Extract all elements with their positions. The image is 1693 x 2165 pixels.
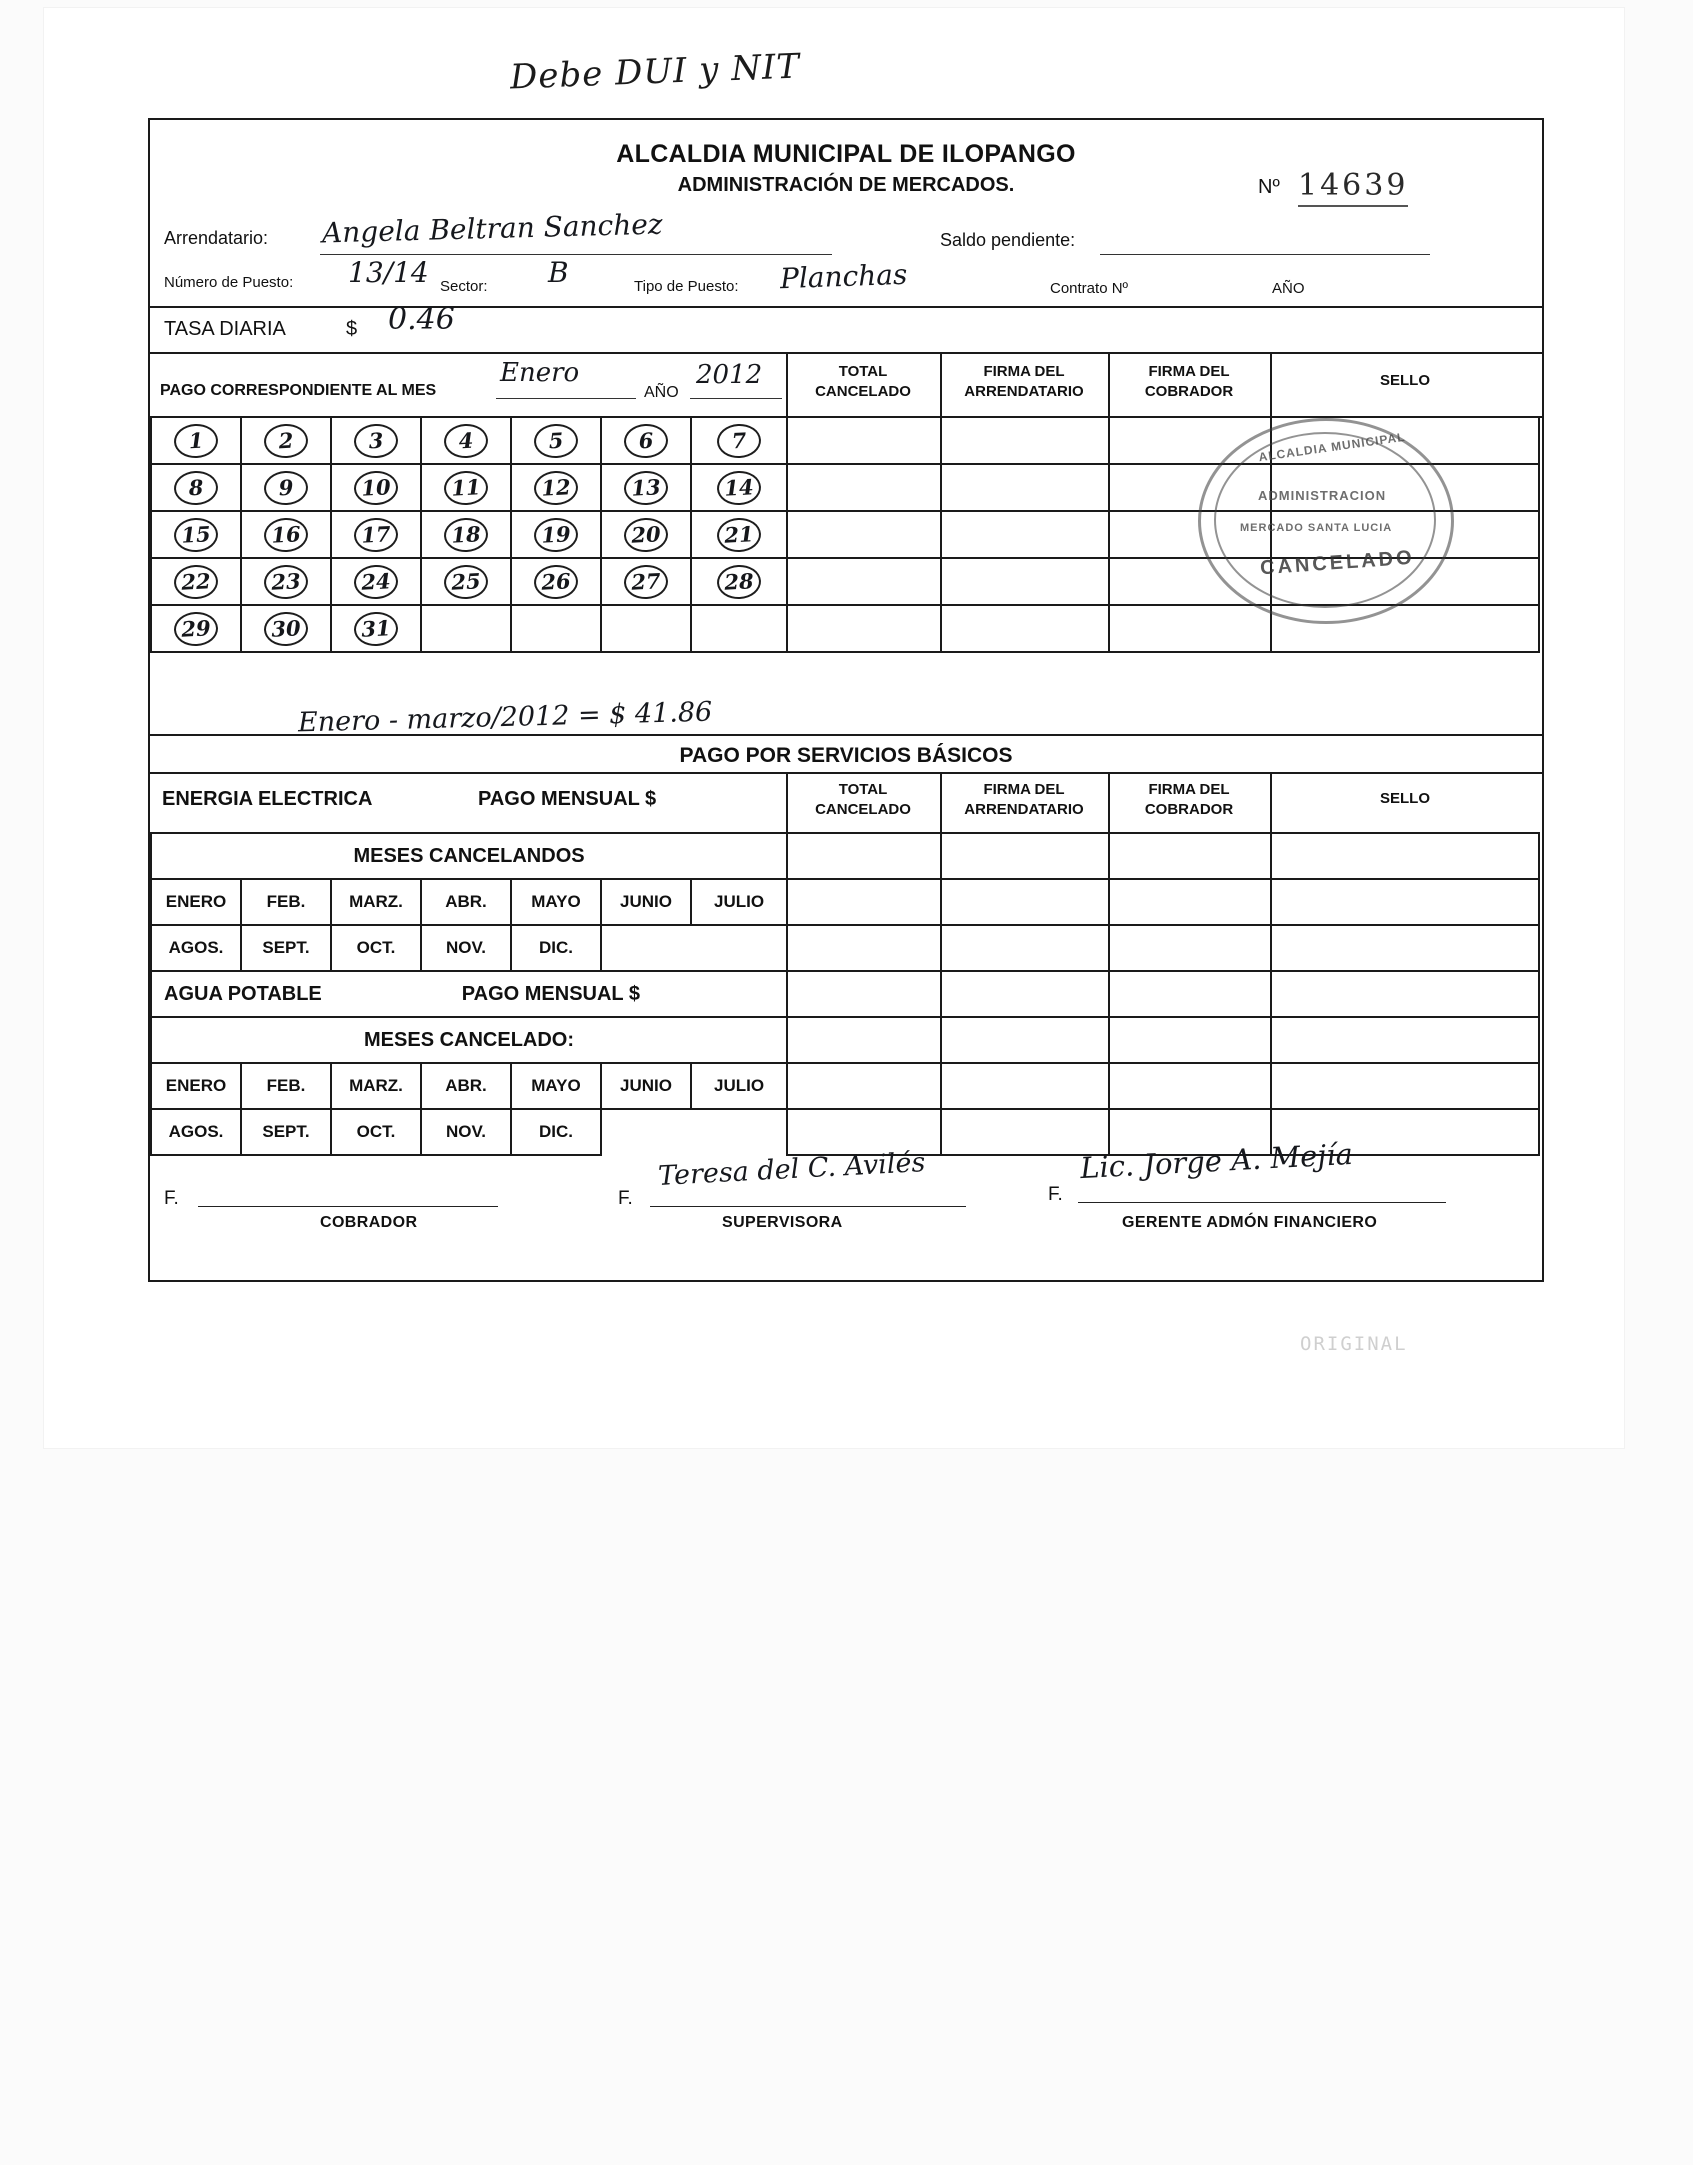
- mes-rule: [496, 398, 636, 399]
- svc-col-header-total-cancelado: TOTAL CANCELADO: [815, 781, 911, 818]
- svc-col-divider-3: [1108, 772, 1110, 832]
- day-number: 4: [443, 422, 489, 458]
- day-number: 5: [533, 422, 579, 458]
- gerente-caption: GERENTE ADMÓN FINANCIERO: [1122, 1214, 1378, 1231]
- supervisora-caption: SUPERVISORA: [722, 1214, 843, 1231]
- page-title: ALCALDIA MUNICIPAL DE ILOPANGO: [616, 140, 1076, 168]
- day-number: 24: [353, 563, 399, 599]
- day-cell[interactable]: [331, 511, 421, 558]
- stamp-bottom-text: MERCADO SANTA LUCIA: [1240, 522, 1393, 534]
- agua-potable-total-cancelado-cell[interactable]: [787, 971, 941, 1017]
- svc-col-divider-1: [786, 772, 788, 832]
- svc-col-divider-4: [1270, 772, 1272, 832]
- supervisora-signature: Teresa del C. Avilés: [657, 1147, 927, 1192]
- agua-potable-sello-cell[interactable]: [1271, 971, 1539, 1017]
- day-number: 26: [533, 563, 579, 599]
- day-number: 15: [173, 516, 219, 552]
- svc-col-header-firma-cobrador: FIRMA DEL COBRADOR: [1144, 781, 1234, 818]
- energia-meses-title-total-cancelado-cell[interactable]: [787, 833, 941, 879]
- official-stamp-inner: [1214, 429, 1436, 608]
- month-label: JULIO: [714, 1076, 765, 1095]
- month-label: AGOS.: [168, 938, 224, 957]
- day-cell[interactable]: [601, 464, 691, 511]
- agua-monthly-label: PAGO MENSUAL $: [461, 982, 640, 1005]
- agua-months-1-total-cancelado-cell[interactable]: [787, 1063, 941, 1109]
- month-cell[interactable]: [331, 1063, 421, 1109]
- tasa-diaria-value: 0.46: [388, 302, 455, 337]
- day-cell[interactable]: [331, 558, 421, 605]
- anio-label: AÑO: [1272, 280, 1305, 297]
- month-cell[interactable]: [601, 879, 691, 925]
- day-number: 20: [623, 516, 669, 552]
- day-cell[interactable]: [691, 511, 787, 558]
- agua-potable-firma-arrendatario-cell[interactable]: [941, 971, 1109, 1017]
- month-cell[interactable]: [511, 925, 601, 971]
- day-number: 31: [353, 610, 399, 646]
- day-cell[interactable]: [241, 605, 331, 652]
- cobrador-rule: [198, 1206, 498, 1207]
- day-cell[interactable]: [151, 464, 241, 511]
- tipo-puesto-label: Tipo de Puesto:: [634, 278, 739, 295]
- sector-value: B: [548, 256, 569, 289]
- month-label: SEPT.: [262, 938, 310, 957]
- month-label: MARZ.: [349, 892, 403, 911]
- day-number: 11: [443, 469, 489, 505]
- energia-meses-title-firma-arrendatario-cell[interactable]: [941, 833, 1109, 879]
- month-cell[interactable]: [151, 879, 241, 925]
- agua-potable-firma-cobrador-cell[interactable]: [1109, 971, 1271, 1017]
- contrato-label: Contrato Nº: [1050, 280, 1129, 297]
- col-header-sello: SELLO: [1379, 372, 1430, 389]
- day-total-cancelado-cell[interactable]: [787, 417, 941, 464]
- month-cell[interactable]: [421, 879, 511, 925]
- arrendatario-value: Angela Beltran Sanchez: [321, 207, 663, 250]
- col-divider-1: [786, 352, 788, 416]
- month-label: SEPT.: [262, 1122, 310, 1141]
- page-subtitle: ADMINISTRACIÓN DE MERCADOS.: [677, 174, 1015, 196]
- energia-months-1-row: [151, 879, 1539, 925]
- energia-months-2-firma-arrendatario-cell[interactable]: [941, 925, 1109, 971]
- energia-months-2-row: [151, 925, 1539, 971]
- supervisora-prefix: F.: [618, 1188, 633, 1209]
- day-number: 29: [173, 610, 219, 646]
- month-label: OCT.: [356, 938, 396, 957]
- month-label: ABR.: [445, 1076, 487, 1095]
- day-firma-arrendatario-cell[interactable]: [941, 417, 1109, 464]
- day-cell[interactable]: [331, 464, 421, 511]
- day-cell[interactable]: [691, 417, 787, 464]
- mes-label: PAGO CORRESPONDIENTE AL MES: [160, 382, 437, 399]
- month-label: DIC.: [539, 938, 573, 957]
- mes-value: Enero: [500, 358, 580, 388]
- agua-potable: [151, 971, 787, 1017]
- energia-meses-title-row: [151, 833, 1539, 879]
- month-label: ENERO: [165, 1076, 227, 1095]
- month-label: MARZ.: [349, 1076, 403, 1095]
- energia-monthly-label: PAGO MENSUAL $: [478, 788, 657, 810]
- day-number: 13: [623, 469, 669, 505]
- day-firma-arrendatario-cell[interactable]: [941, 464, 1109, 511]
- month-cell[interactable]: [691, 879, 787, 925]
- month-cell[interactable]: [601, 925, 691, 971]
- col-header-total-cancelado: TOTAL CANCELADO: [815, 363, 911, 400]
- month-cell[interactable]: [331, 1109, 421, 1155]
- svc-col-header-sello: SELLO: [1379, 790, 1430, 807]
- energia-months-1-sello-cell[interactable]: [1271, 879, 1539, 925]
- day-cell[interactable]: [331, 417, 421, 464]
- divider-2: [150, 352, 1542, 354]
- month-cell[interactable]: [601, 1109, 691, 1155]
- month-label: ABR.: [445, 892, 487, 911]
- arrendatario-label: Arrendatario:: [164, 228, 269, 248]
- agua-months-1-row: [151, 1063, 1539, 1109]
- month-cell[interactable]: [151, 1109, 241, 1155]
- month-label: MAYO: [531, 1076, 581, 1095]
- energia-months-1-firma-cobrador-cell[interactable]: [1109, 879, 1271, 925]
- puesto-label: Número de Puesto:: [164, 274, 294, 291]
- day-cell[interactable]: [241, 417, 331, 464]
- month-cell[interactable]: [241, 925, 331, 971]
- energia-meses-title-sello-cell[interactable]: [1271, 833, 1539, 879]
- agua-months-1-firma-arrendatario-cell[interactable]: [941, 1063, 1109, 1109]
- supervisora-rule: [650, 1206, 966, 1207]
- day-number: 9: [263, 469, 309, 505]
- day-cell[interactable]: [511, 605, 601, 652]
- day-cell[interactable]: [511, 558, 601, 605]
- month-cell[interactable]: [331, 879, 421, 925]
- agua-months-1-firma-cobrador-cell[interactable]: [1109, 1063, 1271, 1109]
- day-cell[interactable]: [151, 558, 241, 605]
- month-label: ENERO: [165, 892, 227, 911]
- month-cell[interactable]: [691, 1063, 787, 1109]
- day-firma-cobrador-cell[interactable]: [1109, 605, 1271, 652]
- energia-meses-title-firma-cobrador-cell[interactable]: [1109, 833, 1271, 879]
- saldo-label: Saldo pendiente:: [940, 230, 1076, 250]
- energia-months-2-total-cancelado-cell[interactable]: [787, 925, 941, 971]
- day-number: 22: [173, 563, 219, 599]
- month-cell[interactable]: [151, 1063, 241, 1109]
- day-number: 16: [263, 516, 309, 552]
- month-cell[interactable]: [421, 1063, 511, 1109]
- day-number: 18: [443, 516, 489, 552]
- servicios-grid: [150, 832, 1540, 1156]
- mes-anio-rule: [690, 398, 782, 399]
- col-header-firma-cobrador: FIRMA DEL COBRADOR: [1144, 363, 1234, 400]
- month-label: JULIO: [714, 892, 765, 911]
- day-total-cancelado-cell[interactable]: [787, 464, 941, 511]
- day-number: 28: [716, 563, 762, 599]
- month-cell[interactable]: [241, 1063, 331, 1109]
- servicios-section-title: PAGO POR SERVICIOS BÁSICOS: [679, 744, 1013, 767]
- day-cell[interactable]: [241, 511, 331, 558]
- agua-meses-title-sello-cell[interactable]: [1271, 1017, 1539, 1063]
- tasa-currency: $: [346, 318, 358, 340]
- col-header-firma-arrendatario: FIRMA DEL ARRENDATARIO: [964, 363, 1084, 400]
- day-cell[interactable]: [691, 605, 787, 652]
- cobrador-prefix: F.: [164, 1188, 179, 1209]
- mes-anio-label: AÑO: [644, 384, 679, 401]
- month-label: DIC.: [539, 1122, 573, 1141]
- arrendatario-rule: [320, 254, 832, 255]
- day-number: 17: [353, 516, 399, 552]
- day-cell[interactable]: [241, 464, 331, 511]
- handwritten-top-note: Debe DUI y NIT: [509, 46, 801, 98]
- energia-months-2-firma-cobrador-cell[interactable]: [1109, 925, 1271, 971]
- col-divider-4: [1270, 352, 1272, 416]
- day-total-cancelado-cell[interactable]: [787, 511, 941, 558]
- day-cell[interactable]: [691, 558, 787, 605]
- annotation-total: Enero - marzo/2012 = $ 41.86: [297, 696, 713, 739]
- month-label: FEB.: [266, 892, 306, 911]
- day-number: 27: [623, 563, 669, 599]
- agua-potable-row: [151, 971, 1539, 1017]
- day-number: 2: [263, 422, 309, 458]
- month-label: JUNIO: [620, 892, 672, 911]
- day-cell[interactable]: [331, 605, 421, 652]
- month-cell[interactable]: [691, 925, 787, 971]
- energia-label: ENERGIA ELECTRICA: [162, 788, 373, 810]
- month-label: AGOS.: [168, 1122, 224, 1141]
- day-cell[interactable]: [601, 511, 691, 558]
- day-number: 10: [353, 469, 399, 505]
- month-label: MAYO: [531, 892, 581, 911]
- month-cell[interactable]: [511, 1109, 601, 1155]
- divider-1: [150, 306, 1542, 308]
- day-number: 1: [173, 422, 219, 458]
- stamp-top-text: ALCALDIA MUNICIPAL: [1257, 429, 1407, 465]
- tasa-diaria-label: TASA DIARIA: [164, 318, 286, 340]
- month-cell[interactable]: [511, 879, 601, 925]
- svc-col-divider-2: [940, 772, 942, 832]
- day-number: 7: [716, 422, 762, 458]
- day-cell[interactable]: [151, 605, 241, 652]
- day-number: 12: [533, 469, 579, 505]
- day-cell[interactable]: [601, 417, 691, 464]
- month-label: NOV.: [445, 1122, 486, 1141]
- svc-col-header-firma-arrendatario: FIRMA DEL ARRENDATARIO: [964, 781, 1084, 818]
- agua-potable-label: AGUA POTABLE: [164, 982, 322, 1005]
- gerente-prefix: F.: [1048, 1184, 1063, 1205]
- day-cell[interactable]: [601, 605, 691, 652]
- day-number: 21: [716, 516, 762, 552]
- day-cell[interactable]: [511, 464, 601, 511]
- stamp-mid-text: ADMINISTRACION: [1258, 488, 1387, 503]
- day-total-cancelado-cell[interactable]: [787, 558, 941, 605]
- month-label: NOV.: [445, 938, 486, 957]
- month-cell[interactable]: [421, 925, 511, 971]
- month-label: OCT.: [356, 1122, 396, 1141]
- day-cell[interactable]: [421, 558, 511, 605]
- day-number: 6: [623, 422, 669, 458]
- energia-months-1-total-cancelado-cell[interactable]: [787, 879, 941, 925]
- folio-label: Nº: [1258, 176, 1280, 198]
- day-cell[interactable]: [421, 417, 511, 464]
- day-cell[interactable]: [421, 511, 511, 558]
- folio-number: 14639: [1298, 168, 1408, 207]
- agua-meses-title-firma-cobrador-cell[interactable]: [1109, 1017, 1271, 1063]
- agua-meses-title: MESES CANCELADO:: [151, 1017, 787, 1063]
- cobrador-caption: COBRADOR: [320, 1214, 418, 1231]
- day-number: 30: [263, 610, 309, 646]
- day-total-cancelado-cell[interactable]: [787, 605, 941, 652]
- day-cell[interactable]: [241, 558, 331, 605]
- day-firma-arrendatario-cell[interactable]: [941, 511, 1109, 558]
- agua-meses-title-firma-arrendatario-cell[interactable]: [941, 1017, 1109, 1063]
- divider-5: [150, 772, 1542, 774]
- day-cell[interactable]: [601, 558, 691, 605]
- day-cell[interactable]: [421, 464, 511, 511]
- tipo-puesto-value: Planchas: [779, 257, 908, 296]
- month-cell[interactable]: [241, 1109, 331, 1155]
- saldo-rule: [1100, 254, 1430, 255]
- energia-months-1-firma-arrendatario-cell[interactable]: [941, 879, 1109, 925]
- month-label: JUNIO: [620, 1076, 672, 1095]
- day-cell[interactable]: [691, 464, 787, 511]
- day-number: 8: [173, 469, 219, 505]
- gerente-signature: Lic. Jorge A. Mejía: [1079, 1136, 1354, 1186]
- day-number: 25: [443, 563, 489, 599]
- day-cell[interactable]: [511, 417, 601, 464]
- day-number: 14: [716, 469, 762, 505]
- col-divider-2: [940, 352, 942, 416]
- month-cell[interactable]: [241, 879, 331, 925]
- day-cell[interactable]: [421, 605, 511, 652]
- month-label: FEB.: [266, 1076, 306, 1095]
- day-cell[interactable]: [151, 511, 241, 558]
- agua-months-1-sello-cell[interactable]: [1271, 1063, 1539, 1109]
- stamp-cancelado-text: CANCELADO: [1259, 546, 1416, 580]
- receipt-form: [148, 118, 1544, 1282]
- agua-meses-title-total-cancelado-cell[interactable]: [787, 1017, 941, 1063]
- original-watermark: ORIGINAL: [1300, 1333, 1408, 1355]
- month-cell[interactable]: [691, 1109, 787, 1155]
- divider-4: [150, 734, 1542, 736]
- agua-meses-title-row: [151, 1017, 1539, 1063]
- month-cell[interactable]: [331, 925, 421, 971]
- sector-label: Sector:: [440, 278, 488, 295]
- month-cell[interactable]: [511, 1063, 601, 1109]
- col-divider-3: [1108, 352, 1110, 416]
- month-cell[interactable]: [151, 925, 241, 971]
- energia-meses-title: MESES CANCELANDOS: [151, 833, 787, 879]
- month-cell[interactable]: [421, 1109, 511, 1155]
- day-number: 23: [263, 563, 309, 599]
- day-cell[interactable]: [151, 417, 241, 464]
- mes-anio-value: 2012: [696, 360, 763, 390]
- gerente-rule: [1078, 1202, 1446, 1203]
- day-number: 3: [353, 422, 399, 458]
- day-firma-arrendatario-cell[interactable]: [941, 605, 1109, 652]
- day-number: 19: [533, 516, 579, 552]
- agua-months-2-firma-arrendatario-cell[interactable]: [941, 1109, 1109, 1155]
- puesto-value: 13/14: [348, 256, 429, 289]
- day-cell[interactable]: [511, 511, 601, 558]
- energia-months-2-sello-cell[interactable]: [1271, 925, 1539, 971]
- day-firma-arrendatario-cell[interactable]: [941, 558, 1109, 605]
- month-cell[interactable]: [601, 1063, 691, 1109]
